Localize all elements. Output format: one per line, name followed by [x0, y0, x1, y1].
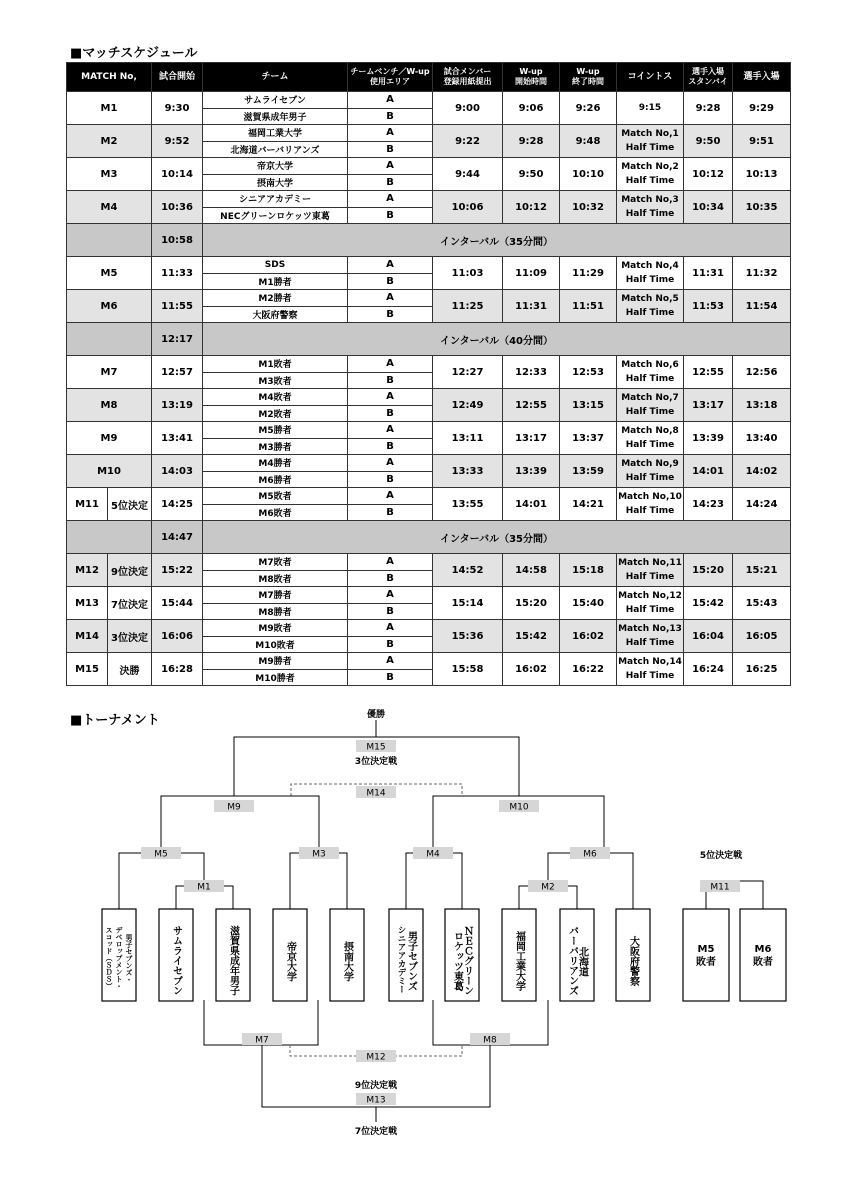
team-a: M5勝者 — [203, 422, 348, 439]
coin-toss — [617, 125, 684, 158]
wup-start: 14:01 — [503, 488, 560, 521]
coin-toss-line1: Match No,7 — [621, 393, 679, 403]
standby-time: 10:12 — [684, 158, 733, 191]
wup-end: 10:10 — [560, 158, 617, 191]
coin-toss-line2: Half Time — [625, 374, 675, 384]
table-row — [67, 389, 791, 406]
interval-blank — [67, 224, 152, 257]
coin-toss-line2: Half Time — [625, 671, 675, 681]
team-a: シニアアカデミー — [203, 191, 348, 208]
entry-time: 13:40 — [733, 422, 791, 455]
team-name: サムライセブン — [170, 925, 182, 996]
member-time: 12:27 — [433, 356, 503, 389]
coin-toss — [617, 356, 684, 389]
header-match-no: MATCH No, — [67, 63, 152, 92]
match-start: 10:36 — [152, 191, 203, 224]
entry-time: 16:25 — [733, 653, 791, 686]
table-row — [67, 653, 791, 670]
match-no: M12 — [67, 554, 108, 587]
entry-time: 15:43 — [733, 587, 791, 620]
member-time: 15:58 — [433, 653, 503, 686]
member-time: 9:00 — [433, 92, 503, 125]
wup-end: 11:51 — [560, 290, 617, 323]
wup-start: 15:42 — [503, 620, 560, 653]
coin-toss-line2: Half Time — [625, 638, 675, 648]
header-bench-area: チームベンチ／W-up 使用エリア — [348, 63, 433, 92]
table-row — [67, 422, 791, 439]
wup-start: 10:12 — [503, 191, 560, 224]
coin-toss — [617, 191, 684, 224]
match-start: 10:14 — [152, 158, 203, 191]
wup-end: 14:21 — [560, 488, 617, 521]
member-time: 13:55 — [433, 488, 503, 521]
wup-start: 14:58 — [503, 554, 560, 587]
team-b: M10敗者 — [203, 636, 348, 653]
coin-toss-line2: Half Time — [625, 275, 675, 285]
wup-start: 12:55 — [503, 389, 560, 422]
table-row — [67, 290, 791, 307]
area-b: B — [348, 273, 433, 290]
area-a: A — [348, 125, 433, 142]
area-a: A — [348, 290, 433, 307]
match-start: 11:55 — [152, 290, 203, 323]
coin-toss-line1: Match No,2 — [621, 162, 679, 172]
area-a: A — [348, 191, 433, 208]
coin-toss-line1: Match No,14 — [618, 657, 682, 667]
coin-toss-line1: Match No,8 — [621, 426, 679, 436]
interval-label: インターバル（35分間） — [203, 521, 791, 554]
wup-start: 9:50 — [503, 158, 560, 191]
match-start: 11:33 — [152, 257, 203, 290]
member-time: 9:44 — [433, 158, 503, 191]
team-b: NECグリーンロケッツ東葛 — [203, 207, 348, 224]
match-no: M11 — [67, 488, 108, 521]
match-start: 16:28 — [152, 653, 203, 686]
team-a: M9勝者 — [203, 653, 348, 670]
team-a: M7敗者 — [203, 554, 348, 571]
area-b: B — [348, 306, 433, 323]
member-time: 10:06 — [433, 191, 503, 224]
coin-toss-line2: Half Time — [625, 407, 675, 417]
team-name: 滋賀県成年男子 — [227, 925, 239, 996]
match-start: 15:44 — [152, 587, 203, 620]
loser-label-line1: M5 — [697, 944, 715, 955]
standby-time: 16:24 — [684, 653, 733, 686]
wup-end: 9:48 — [560, 125, 617, 158]
match-start: 9:52 — [152, 125, 203, 158]
match-start: 16:06 — [152, 620, 203, 653]
entry-time: 9:51 — [733, 125, 791, 158]
member-time: 14:52 — [433, 554, 503, 587]
header-coin-toss: コイントス — [617, 63, 684, 92]
coin-toss — [617, 158, 684, 191]
coin-toss — [617, 587, 684, 620]
member-time: 11:25 — [433, 290, 503, 323]
match-no: M9 — [67, 422, 152, 455]
match-sub: 9位決定 — [108, 554, 152, 587]
team-b: 滋賀県成年男子 — [203, 108, 348, 125]
header-member-submit: 試合メンバー 登録用紙提出 — [433, 63, 503, 92]
area-b: B — [348, 471, 433, 488]
team-a: 福岡工業大学 — [203, 125, 348, 142]
bracket-match-label: M3 — [312, 849, 326, 860]
coin-toss — [617, 554, 684, 587]
team-b: M1勝者 — [203, 273, 348, 290]
header-wup-start: W-up 開始時間 — [503, 63, 560, 92]
loser-label-line1: M6 — [754, 944, 772, 955]
bracket-match-label: M8 — [483, 1035, 497, 1046]
match-sub: 7位決定 — [108, 587, 152, 620]
entry-time: 14:24 — [733, 488, 791, 521]
coin-toss-line2: Half Time — [625, 572, 675, 582]
table-row — [67, 455, 791, 472]
team-box — [740, 909, 786, 1001]
match-no: M8 — [67, 389, 152, 422]
team-b: 大阪府警察 — [203, 306, 348, 323]
coin-toss — [617, 488, 684, 521]
coin-toss-line1: Match No,13 — [618, 624, 682, 634]
bracket-match-label: M11 — [710, 882, 730, 893]
wup-end: 12:53 — [560, 356, 617, 389]
wup-end: 13:15 — [560, 389, 617, 422]
area-b: B — [348, 669, 433, 686]
coin-toss-line1: Match No,6 — [621, 360, 679, 370]
schedule-header-row — [67, 63, 791, 92]
wup-start: 12:33 — [503, 356, 560, 389]
standby-time: 14:23 — [684, 488, 733, 521]
entry-time: 15:21 — [733, 554, 791, 587]
match-start: 13:19 — [152, 389, 203, 422]
entry-time: 14:02 — [733, 455, 791, 488]
header-wup-end: W-up 終了時間 — [560, 63, 617, 92]
table-row — [67, 620, 791, 637]
table-row — [67, 125, 791, 142]
area-a: A — [348, 587, 433, 604]
area-a: A — [348, 389, 433, 406]
seventh-place-label: 7位決定戦 — [354, 1127, 398, 1137]
team-name: ロケッツ東葛 — [451, 931, 463, 991]
wup-end: 10:32 — [560, 191, 617, 224]
coin-toss-line1: Match No,10 — [618, 492, 682, 502]
area-b: B — [348, 372, 433, 389]
coin-toss-line2: Half Time — [625, 605, 675, 615]
team-b: 摂南大学 — [203, 174, 348, 191]
team-b: M10勝者 — [203, 669, 348, 686]
table-row — [67, 356, 791, 373]
wup-end: 15:40 — [560, 587, 617, 620]
standby-time: 9:28 — [684, 92, 733, 125]
coin-toss — [617, 455, 684, 488]
match-sub: 3位決定 — [108, 620, 152, 653]
area-a: A — [348, 92, 433, 109]
header-start: 試合開始 — [152, 63, 203, 92]
coin-toss-line2: Half Time — [625, 473, 675, 483]
coin-toss — [617, 257, 684, 290]
match-no: M5 — [67, 257, 152, 290]
team-b: 北海道バーバリアンズ — [203, 141, 348, 158]
member-time: 13:11 — [433, 422, 503, 455]
standby-time: 16:04 — [684, 620, 733, 653]
bracket-match-label: M6 — [583, 849, 597, 860]
wup-start: 15:20 — [503, 587, 560, 620]
match-start: 12:57 — [152, 356, 203, 389]
team-a: M1敗者 — [203, 356, 348, 373]
match-no: M15 — [67, 653, 108, 686]
area-b: B — [348, 438, 433, 455]
table-row — [67, 158, 791, 175]
area-b: B — [348, 504, 433, 521]
wup-end: 13:59 — [560, 455, 617, 488]
interval-start: 12:17 — [152, 323, 203, 356]
coin-toss-line2: Half Time — [625, 440, 675, 450]
coin-toss-line2: Half Time — [625, 209, 675, 219]
team-name: 男子セブンズ・ — [125, 934, 133, 983]
interval-start: 10:58 — [152, 224, 203, 257]
bracket-match-label: M2 — [541, 882, 555, 893]
standby-time: 12:55 — [684, 356, 733, 389]
ninth-place-label: 9位決定戦 — [354, 1081, 398, 1091]
area-b: B — [348, 207, 433, 224]
team-b: M6勝者 — [203, 471, 348, 488]
interval-blank — [67, 323, 152, 356]
member-time: 9:22 — [433, 125, 503, 158]
team-name: デベロップメント・ — [115, 926, 123, 990]
wup-start: 16:02 — [503, 653, 560, 686]
area-b: B — [348, 405, 433, 422]
team-name: スコッド（ＳＤＳ） — [105, 926, 113, 990]
member-time: 15:14 — [433, 587, 503, 620]
coin-toss-line2: Half Time — [625, 506, 675, 516]
member-time: 15:36 — [433, 620, 503, 653]
team-name: ＮＥＣグリーン — [461, 925, 473, 996]
match-no: M4 — [67, 191, 152, 224]
third-place-label: 3位決定戦 — [354, 757, 398, 767]
match-sub: 5位決定 — [108, 488, 152, 521]
wup-end: 9:26 — [560, 92, 617, 125]
standby-time: 13:17 — [684, 389, 733, 422]
interval-blank — [67, 521, 152, 554]
match-no: M13 — [67, 587, 108, 620]
tournament-bracket — [0, 700, 848, 1200]
wup-start: 13:17 — [503, 422, 560, 455]
member-time: 12:49 — [433, 389, 503, 422]
entry-time: 13:18 — [733, 389, 791, 422]
table-row — [67, 554, 791, 571]
standby-time: 14:01 — [684, 455, 733, 488]
match-no: M3 — [67, 158, 152, 191]
coin-toss-line1: Match No,3 — [621, 195, 679, 205]
match-no: M10 — [67, 455, 152, 488]
team-name: バーバリアンズ — [566, 925, 578, 996]
coin-toss-line1: Match No,11 — [618, 558, 682, 568]
champion-label: 優勝 — [366, 710, 386, 720]
entry-time: 16:05 — [733, 620, 791, 653]
loser-label-line2: 敗者 — [753, 957, 773, 968]
match-start: 14:25 — [152, 488, 203, 521]
table-row — [67, 587, 791, 604]
area-b: B — [348, 174, 433, 191]
area-a: A — [348, 554, 433, 571]
match-start: 15:22 — [152, 554, 203, 587]
interval-row — [67, 224, 791, 257]
bracket-match-label: M12 — [366, 1052, 386, 1063]
bracket-match-label: M9 — [227, 802, 241, 813]
bracket-match-label: M14 — [366, 788, 386, 799]
entry-time: 11:54 — [733, 290, 791, 323]
standby-time: 15:20 — [684, 554, 733, 587]
team-a: M4勝者 — [203, 455, 348, 472]
coin-toss-line2: Half Time — [625, 176, 675, 186]
match-no: M2 — [67, 125, 152, 158]
coin-toss-line1: 9:15 — [638, 103, 662, 113]
table-row — [67, 191, 791, 208]
coin-toss-line1: Match No,9 — [621, 459, 679, 469]
schedule-title: ■マッチスケジュール — [70, 46, 198, 61]
member-time: 11:03 — [433, 257, 503, 290]
coin-toss — [617, 389, 684, 422]
wup-end: 16:22 — [560, 653, 617, 686]
entry-time: 11:32 — [733, 257, 791, 290]
area-b: B — [348, 603, 433, 620]
area-a: A — [348, 257, 433, 274]
area-a: A — [348, 422, 433, 439]
team-b: M3勝者 — [203, 438, 348, 455]
interval-row — [67, 521, 791, 554]
standby-time: 13:39 — [684, 422, 733, 455]
entry-time: 9:29 — [733, 92, 791, 125]
match-start: 14:03 — [152, 455, 203, 488]
header-team: チーム — [203, 63, 348, 92]
coin-toss — [617, 290, 684, 323]
header-standby: 選手入場 スタンバイ — [684, 63, 733, 92]
bracket-match-label: M1 — [197, 882, 211, 893]
coin-toss — [617, 92, 684, 125]
wup-end: 16:02 — [560, 620, 617, 653]
coin-toss-line1: Match No,12 — [618, 591, 682, 601]
match-sub: 決勝 — [108, 653, 152, 686]
fifth-place-label: 5位決定戦 — [699, 851, 743, 861]
standby-time: 11:53 — [684, 290, 733, 323]
area-a: A — [348, 455, 433, 472]
area-b: B — [348, 636, 433, 653]
interval-start: 14:47 — [152, 521, 203, 554]
area-b: B — [348, 108, 433, 125]
entry-time: 10:13 — [733, 158, 791, 191]
team-b: M8勝者 — [203, 603, 348, 620]
team-name: 北海道 — [576, 946, 588, 977]
interval-label: インターバル（40分間） — [203, 323, 791, 356]
team-b: M6敗者 — [203, 504, 348, 521]
member-time: 13:33 — [433, 455, 503, 488]
area-b: B — [348, 141, 433, 158]
coin-toss — [617, 653, 684, 686]
area-a: A — [348, 653, 433, 670]
bracket-match-label: M5 — [154, 849, 168, 860]
team-a: M7勝者 — [203, 587, 348, 604]
match-no: M7 — [67, 356, 152, 389]
table-row — [67, 257, 791, 274]
bracket-match-label: M10 — [509, 802, 529, 813]
coin-toss-line1: Match No,5 — [621, 294, 679, 304]
wup-start: 9:06 — [503, 92, 560, 125]
team-box — [683, 909, 729, 1001]
team-a: M5敗者 — [203, 488, 348, 505]
wup-start: 11:09 — [503, 257, 560, 290]
coin-toss-line1: Match No,4 — [621, 261, 679, 271]
team-name: 大阪府警察 — [627, 936, 639, 987]
match-start: 9:30 — [152, 92, 203, 125]
wup-end: 13:37 — [560, 422, 617, 455]
team-a: M2勝者 — [203, 290, 348, 307]
area-b: B — [348, 570, 433, 587]
loser-label-line2: 敗者 — [696, 957, 716, 968]
team-b: M3敗者 — [203, 372, 348, 389]
area-a: A — [348, 158, 433, 175]
area-a: A — [348, 488, 433, 505]
match-start: 13:41 — [152, 422, 203, 455]
team-a: SDS — [203, 257, 348, 274]
bracket-match-label: M13 — [366, 1095, 386, 1106]
coin-toss — [617, 620, 684, 653]
table-row — [67, 488, 791, 505]
interval-row — [67, 323, 791, 356]
tournament-title: ■トーナメント — [70, 713, 160, 728]
team-a: M9敗者 — [203, 620, 348, 637]
bracket-match-label: M7 — [255, 1035, 269, 1046]
match-schedule-table — [66, 62, 791, 686]
standby-time: 10:34 — [684, 191, 733, 224]
match-no: M6 — [67, 290, 152, 323]
entry-time: 12:56 — [733, 356, 791, 389]
bracket-match-label: M4 — [426, 849, 440, 860]
standby-time: 15:42 — [684, 587, 733, 620]
standby-time: 11:31 — [684, 257, 733, 290]
team-a: M4敗者 — [203, 389, 348, 406]
standby-time: 9:50 — [684, 125, 733, 158]
wup-start: 9:28 — [503, 125, 560, 158]
table-row — [67, 92, 791, 109]
team-name: 帝京大学 — [284, 941, 296, 982]
team-name: 男子セブンズ — [405, 931, 417, 991]
header-entry: 選手入場 — [733, 63, 791, 92]
team-a: サムライセブン — [203, 92, 348, 109]
team-b: M8敗者 — [203, 570, 348, 587]
match-no: M1 — [67, 92, 152, 125]
team-name: シニアアカデミー — [396, 925, 406, 994]
match-no: M14 — [67, 620, 108, 653]
interval-label: インターバル（35分間） — [203, 224, 791, 257]
wup-start: 11:31 — [503, 290, 560, 323]
team-b: M2敗者 — [203, 405, 348, 422]
coin-toss-line2: Half Time — [625, 143, 675, 153]
wup-end: 15:18 — [560, 554, 617, 587]
coin-toss-line1: Match No,1 — [621, 129, 679, 139]
wup-start: 13:39 — [503, 455, 560, 488]
area-a: A — [348, 620, 433, 637]
team-name: 摂南大学 — [341, 941, 353, 982]
coin-toss — [617, 422, 684, 455]
entry-time: 10:35 — [733, 191, 791, 224]
team-a: 帝京大学 — [203, 158, 348, 175]
coin-toss-line2: Half Time — [625, 308, 675, 318]
area-a: A — [348, 356, 433, 373]
wup-end: 11:29 — [560, 257, 617, 290]
bracket-match-label: M15 — [366, 742, 386, 753]
team-name: 福岡工業大学 — [513, 931, 525, 991]
